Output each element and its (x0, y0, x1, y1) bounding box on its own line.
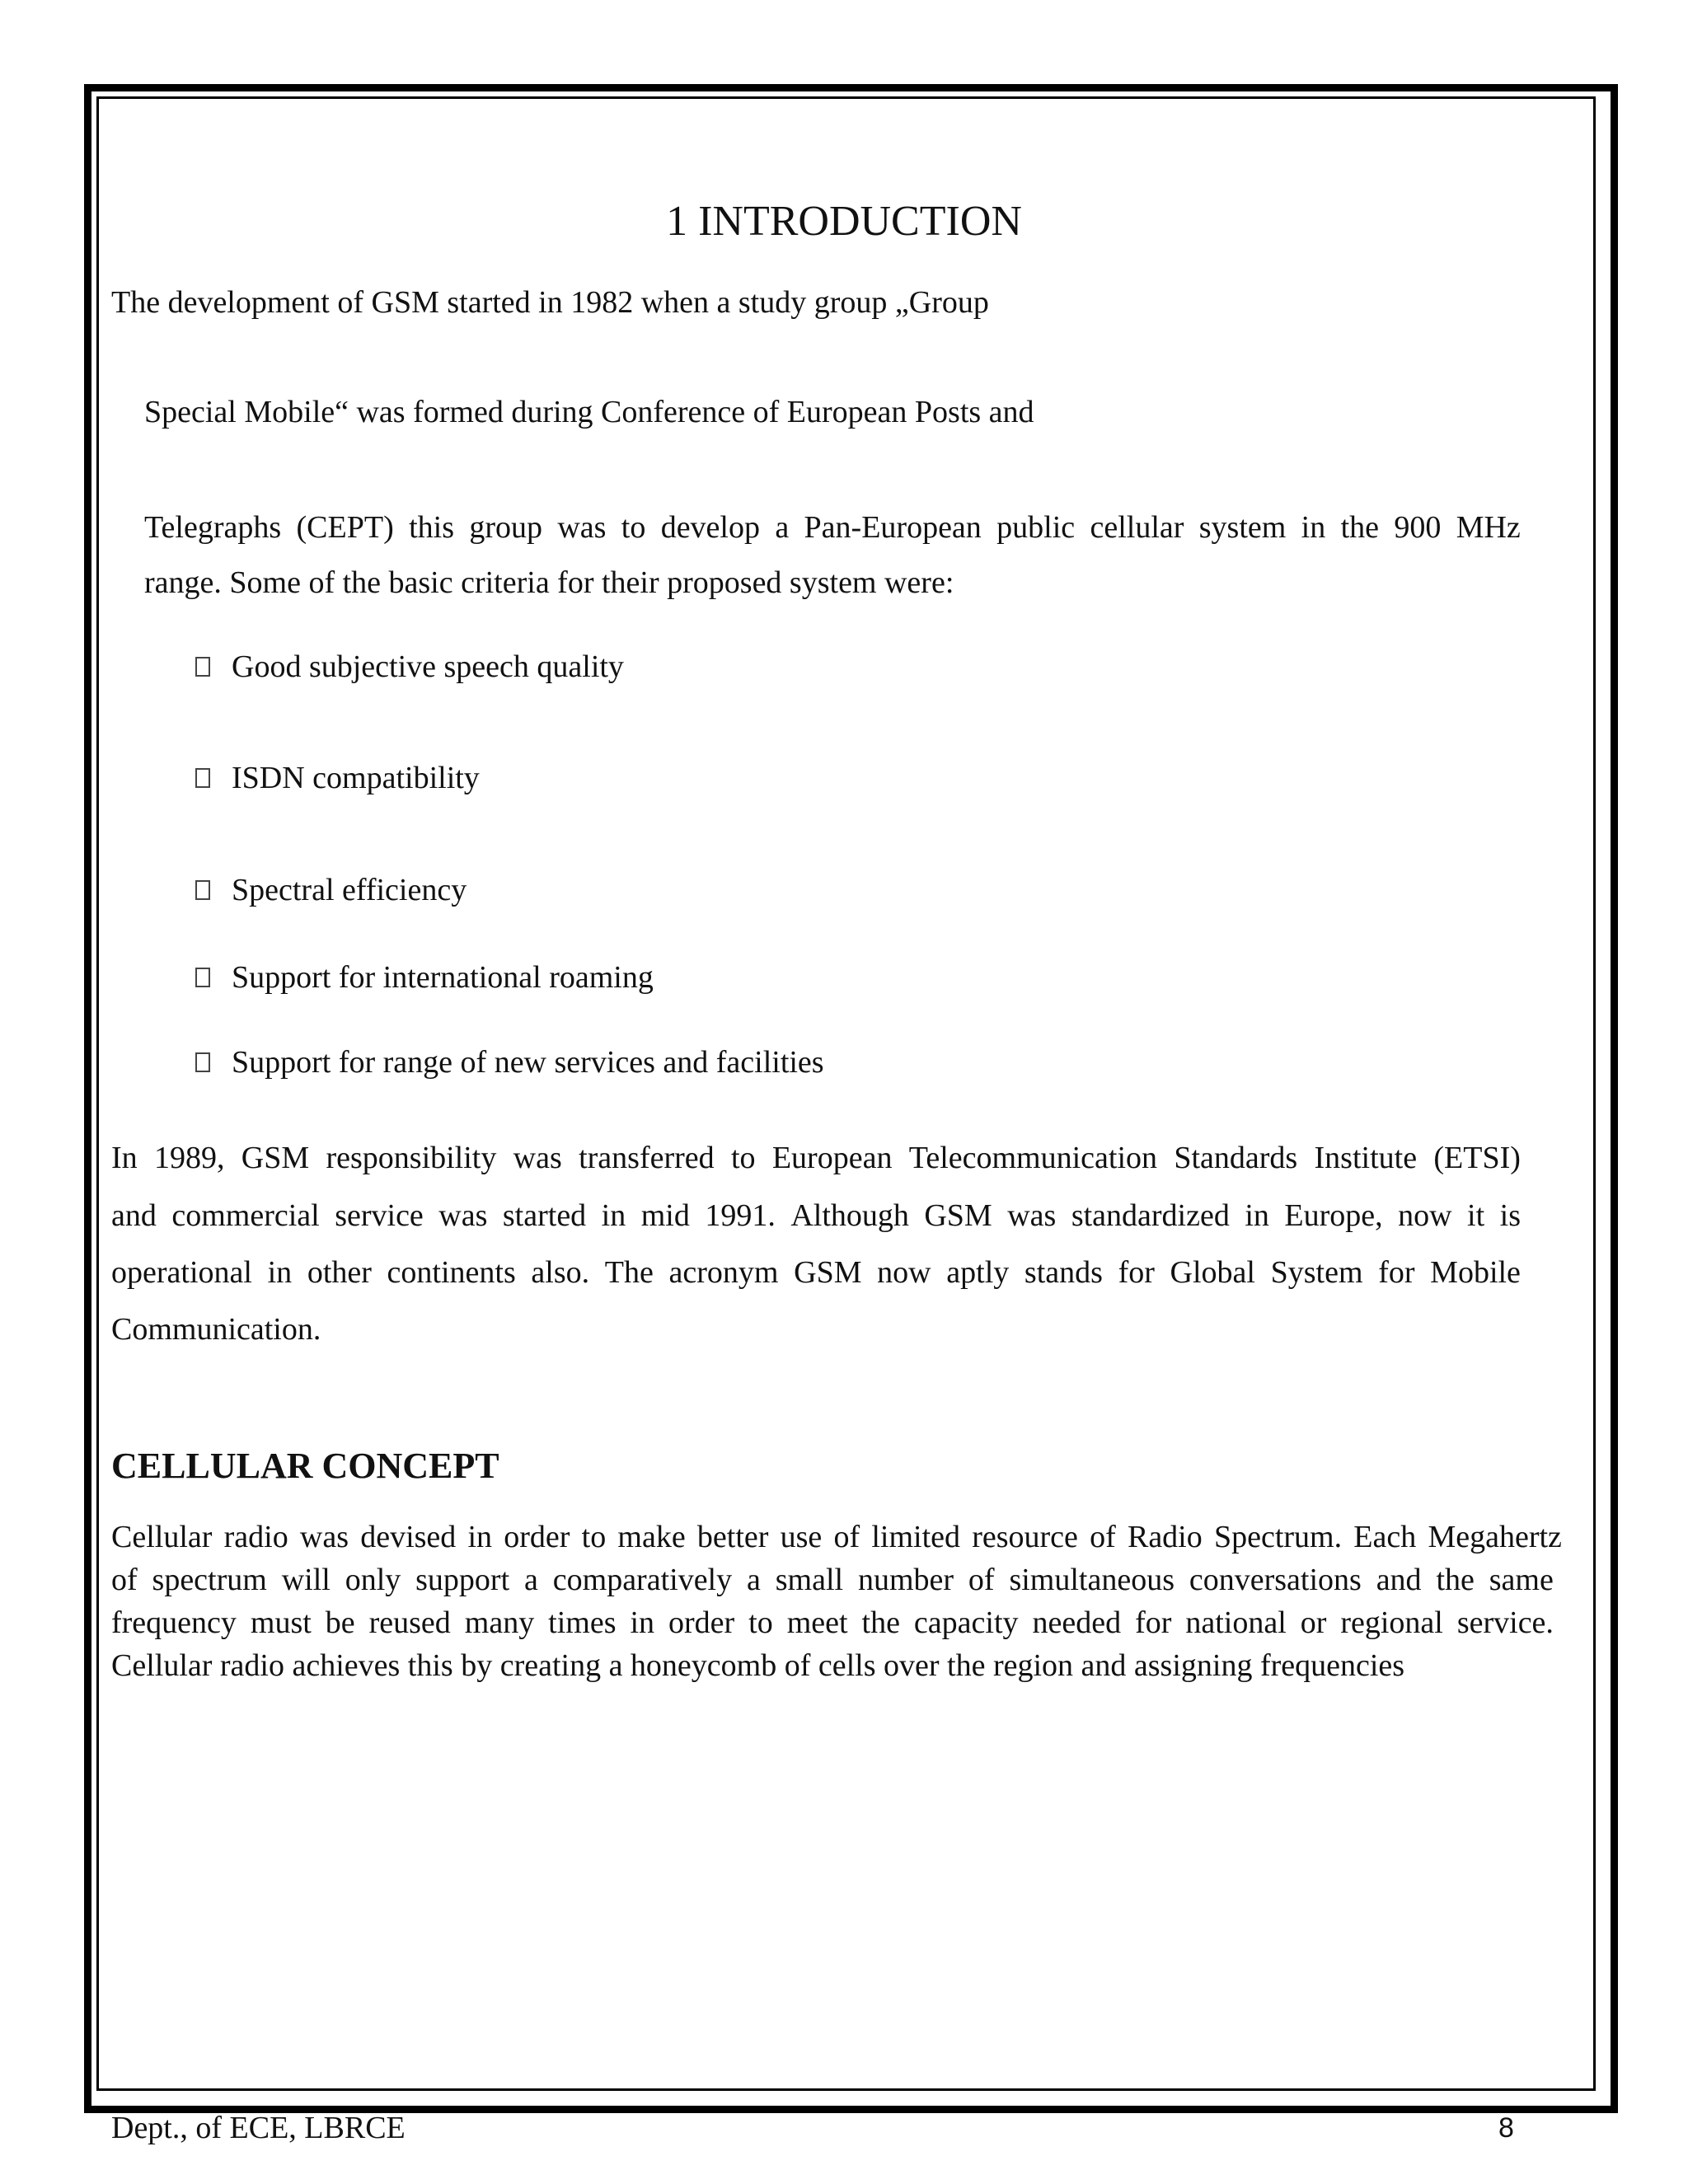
word: to (621, 510, 646, 545)
word: regional (1340, 1605, 1443, 1640)
word: was (299, 1520, 349, 1554)
word: Telecommunication (908, 1141, 1158, 1175)
word: of (968, 1563, 995, 1597)
word: meet (786, 1605, 848, 1640)
word: was (557, 510, 607, 545)
section-heading: CELLULAR CONCEPT (111, 1446, 499, 1486)
word: make (617, 1520, 686, 1554)
word: number (857, 1563, 954, 1597)
word: needed (1032, 1605, 1122, 1640)
word: Radio (1127, 1520, 1203, 1554)
history-line-2 (111, 1200, 1521, 1231)
bullet-marker-icon (195, 1052, 210, 1072)
intro-line-1: The development of GSM started in 1982 when a study group „Group (111, 285, 989, 320)
word: and (1376, 1563, 1422, 1597)
word: the (1340, 510, 1380, 545)
word: was (513, 1141, 562, 1175)
bullet-marker-icon (195, 880, 210, 900)
cellular-line-2 (111, 1564, 1554, 1596)
word: 1991. (705, 1198, 776, 1233)
word: in (1245, 1198, 1269, 1233)
criteria-item-label: Good subjective speech quality (232, 649, 624, 684)
criteria-item-label: Support for range of new services and facilities (232, 1045, 824, 1080)
criteria-item-label: Support for international roaming (232, 960, 654, 995)
word: must (250, 1605, 312, 1640)
word: (CEPT) (296, 510, 394, 545)
word: other (307, 1255, 372, 1290)
word: Each (1353, 1520, 1417, 1554)
word: be (325, 1605, 355, 1640)
word: to (581, 1520, 607, 1554)
word: started (502, 1198, 587, 1233)
word: to (748, 1605, 773, 1640)
word: simultaneous (1009, 1563, 1175, 1597)
criteria-item-2 (195, 762, 480, 794)
word: a (775, 510, 790, 545)
word: Telegraphs (144, 510, 282, 545)
word: transferred (579, 1141, 715, 1175)
word: will (281, 1563, 331, 1597)
word: in (467, 1520, 493, 1554)
word: of (833, 1520, 860, 1554)
word: in (1301, 510, 1326, 545)
intro-line-4: range. Some of the basic criteria for their proposed system were: (144, 565, 954, 600)
word: mid (640, 1198, 690, 1233)
word: national (1185, 1605, 1287, 1640)
word: standardized (1071, 1198, 1230, 1233)
word: a (524, 1563, 538, 1597)
word: Global (1170, 1255, 1255, 1290)
word: for (1378, 1255, 1415, 1290)
word: Institute (1314, 1141, 1418, 1175)
word: frequency (111, 1605, 237, 1640)
word: of (1090, 1520, 1116, 1554)
word: of (111, 1563, 138, 1597)
criteria-item-label: Spectral efficiency (232, 873, 467, 907)
word: public (996, 510, 1076, 545)
word: Europe, (1284, 1198, 1383, 1233)
cellular-line-1 (111, 1521, 1562, 1553)
word: in (601, 1198, 626, 1233)
word: comparatively (552, 1563, 733, 1597)
word: GSM (241, 1141, 310, 1175)
history-line-1 (111, 1142, 1521, 1174)
word: Cellular (111, 1520, 213, 1554)
criteria-item-1 (195, 651, 624, 682)
word: now (1398, 1198, 1452, 1233)
word: use (780, 1520, 823, 1554)
word: in (267, 1255, 293, 1290)
word: system (1198, 510, 1287, 545)
criteria-item-4 (195, 962, 654, 993)
word: many (464, 1605, 535, 1640)
word: Standards (1174, 1141, 1298, 1175)
word: a (747, 1563, 761, 1597)
word: was (438, 1198, 488, 1233)
criteria-item-3 (195, 874, 467, 906)
word: the (1436, 1563, 1475, 1597)
word: also. (531, 1255, 590, 1290)
word: to (730, 1141, 756, 1175)
word: acronym (668, 1255, 779, 1290)
word: for (1135, 1605, 1172, 1640)
word: MHz (1456, 510, 1521, 545)
word: operational (111, 1255, 252, 1290)
word: capacity (913, 1605, 1019, 1640)
intro-line-2: Special Mobile“ was formed during Conference of European Posts and (144, 395, 1034, 429)
footer-department: Dept., of ECE, LBRCE (111, 2111, 406, 2145)
word: now (877, 1255, 931, 1290)
word: is (1499, 1198, 1521, 1233)
word: in (630, 1605, 655, 1640)
word: for (1118, 1255, 1155, 1290)
word: cellular (1090, 510, 1184, 545)
footer-page-number: 8 (1498, 2112, 1514, 2144)
word: radio (223, 1520, 288, 1554)
history-line-4: Communication. (111, 1312, 321, 1347)
cellular-line-4: Cellular radio achieves this by creating a honeycomb of cells over the region and assigning frequencies (111, 1648, 1405, 1683)
word: develop (660, 510, 760, 545)
word: only (345, 1563, 401, 1597)
word: limited (871, 1520, 960, 1554)
criteria-item-label: ISDN compatibility (232, 761, 480, 795)
word: order (504, 1520, 570, 1554)
word: Spectrum. (1213, 1520, 1343, 1554)
word: continents (387, 1255, 516, 1290)
bullet-marker-icon (195, 768, 210, 788)
word: aptly (946, 1255, 1010, 1290)
word: small (775, 1563, 844, 1597)
word: devised (360, 1520, 457, 1554)
word: service (335, 1198, 424, 1233)
bullet-marker-icon (195, 657, 210, 677)
word: and (111, 1198, 157, 1233)
word: conversations (1189, 1563, 1362, 1597)
bullet-marker-icon (195, 968, 210, 987)
page-title: 1 INTRODUCTION (666, 198, 1022, 245)
word: the (861, 1605, 900, 1640)
word: support (415, 1563, 510, 1597)
word: responsibility (326, 1141, 497, 1175)
word: Pan-European (804, 510, 982, 545)
word: service. (1456, 1605, 1554, 1640)
word: The (604, 1255, 654, 1290)
word: Although (790, 1198, 909, 1233)
word: better (696, 1520, 769, 1554)
word: 1989, (153, 1141, 225, 1175)
word: GSM (794, 1255, 862, 1290)
word: same (1489, 1563, 1554, 1597)
word: Megahertz (1428, 1520, 1562, 1554)
word: it (1467, 1198, 1485, 1233)
word: Mobile (1430, 1255, 1521, 1290)
word: (ETSI) (1433, 1141, 1521, 1175)
criteria-item-5 (195, 1047, 824, 1078)
word: order (668, 1605, 735, 1640)
word: reused (368, 1605, 451, 1640)
word: resource (972, 1520, 1078, 1554)
word: In (111, 1141, 138, 1175)
word: 900 (1394, 510, 1442, 545)
history-line-3 (111, 1257, 1521, 1288)
word: group (469, 510, 542, 545)
word: commercial (171, 1198, 320, 1233)
word: European (771, 1141, 893, 1175)
word: spectrum (152, 1563, 267, 1597)
word: this (409, 510, 454, 545)
word: was (1007, 1198, 1057, 1233)
word: stands (1024, 1255, 1103, 1290)
word: times (548, 1605, 617, 1640)
word: or (1300, 1605, 1327, 1640)
word: GSM (924, 1198, 992, 1233)
word: System (1270, 1255, 1363, 1290)
cellular-line-3 (111, 1607, 1554, 1638)
intro-line-3 (144, 512, 1521, 543)
